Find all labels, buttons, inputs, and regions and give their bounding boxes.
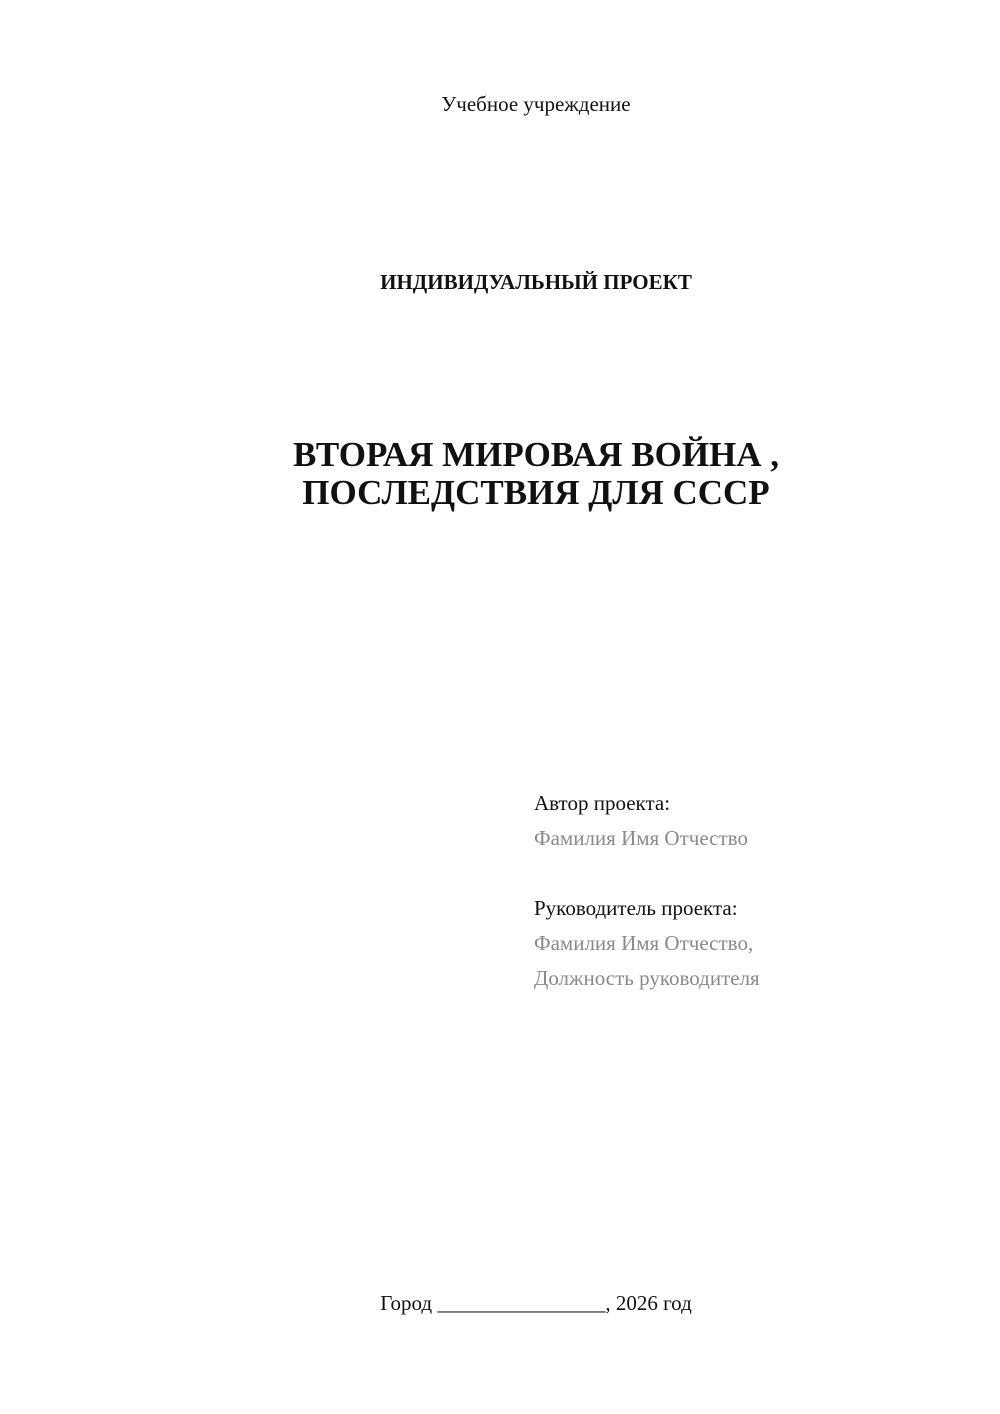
supervisor-position: Должность руководителя bbox=[534, 966, 760, 990]
city-year-footer: Город ________________, 2026 год bbox=[380, 1291, 692, 1315]
project-type-heading: ИНДИВИДУАЛЬНЫЙ ПРОЕКТ bbox=[380, 270, 692, 294]
supervisor-label: Руководитель проекта: bbox=[534, 896, 738, 920]
institution-name: Учебное учреждение bbox=[441, 92, 631, 116]
project-title-line-1: ВТОРАЯ МИРОВАЯ ВОЙНА , bbox=[292, 435, 780, 474]
author-info-block bbox=[534, 786, 954, 996]
author-label: Автор проекта: bbox=[534, 791, 671, 815]
author-supervisor-spacing bbox=[534, 856, 954, 891]
project-title bbox=[72, 436, 1000, 512]
author-name: Фамилия Имя Отчество bbox=[534, 826, 748, 850]
project-title-line-2: ПОСЛЕДСТВИЯ ДЛЯ СССР bbox=[302, 473, 770, 512]
supervisor-name: Фамилия Имя Отчество, bbox=[534, 931, 754, 955]
